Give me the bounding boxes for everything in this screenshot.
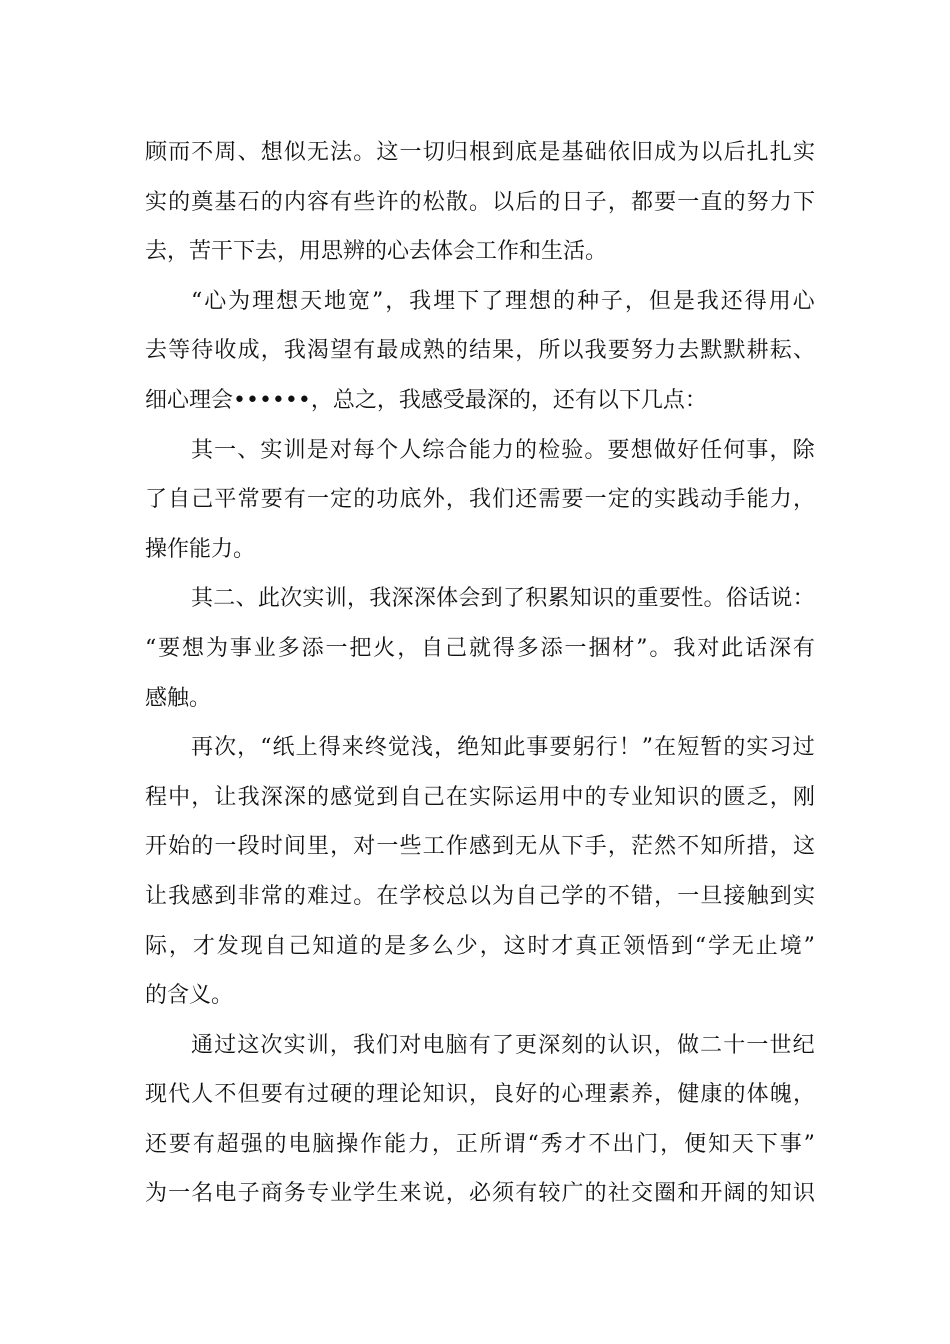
text-line: 再 次 ， “ 纸 上 得 来 终 觉 浅 ， 绝 知 此 事 要 躬 行 ！ ” 在 短 暂 的 实 习 过	[191, 735, 815, 761]
text-line: 实 的 奠 基 石 的 内 容 有 些 许 的 松 散 。 以 后 的 日 子 ， 都 要 一 直 的 努 力 下	[145, 189, 815, 215]
text-line: 际 ， 才 发 现 自 己 知 道 的 是 多 么 少 ， 这 时 才 真 正 领 悟 到 “ 学 无 止 境 ”	[145, 933, 815, 959]
text-line: 去 等 待 收 成 ， 我 渴 望 有 最 成 熟 的 结 果 ， 所 以 我 要 努 力 去 默 默 耕 耘 、	[145, 338, 815, 364]
text-line: 的含义。	[145, 983, 234, 1009]
text-line: 顾 而 不 周 、 想 似 无 法 。 这 一 切 归 根 到 底 是 基 础 依 旧 成 为 以 后 扎 扎 实	[145, 140, 815, 165]
text-line: 还 要 有 超 强 的 电 脑 操 作 能 力 ， 正 所 谓 “ 秀 才 不 出 门 ， 便 知 天 下 事 ”	[145, 1131, 815, 1157]
text-line: 其 二 、 此 次 实 训 ， 我 深 深 体 会 到 了 积 累 知 识 的 重 要 性 。 俗 话 说 ：	[191, 586, 815, 612]
text-line: 细心理会••••••，总之，我感受最深的，还有以下几点：	[145, 387, 707, 413]
text-line: 现 代 人 不 但 要 有 过 硬 的 理 论 知 识 ， 良 好 的 心 理 素 养 ， 健 康 的 体 魄 ，	[145, 1082, 815, 1108]
text-line: 了 自 己 平 常 要 有 一 定 的 功 底 外 ， 我 们 还 需 要 一 定 的 实 践 动 手 能 力 ，	[145, 487, 815, 513]
text-line: 让 我 感 到 非 常 的 难 过 。 在 学 校 总 以 为 自 己 学 的 不 错 ， 一 旦 接 触 到 实	[145, 883, 815, 909]
text-line: 操作能力。	[145, 536, 256, 562]
text-line: 开 始 的 一 段 时 间 里 ， 对 一 些 工 作 感 到 无 从 下 手 ， 茫 然 不 知 所 措 ， 这	[145, 834, 815, 860]
text-line: 程 中 ， 让 我 深 深 的 感 觉 到 自 己 在 实 际 运 用 中 的 专 业 知 识 的 匮 乏 ， 刚	[145, 784, 815, 810]
text-line: “ 心 为 理 想 天 地 宽 ” ， 我 埋 下 了 理 想 的 种 子 ， 但 是 我 还 得 用 心	[191, 288, 815, 314]
text-line: 通 过 这 次 实 训 ， 我 们 对 电 脑 有 了 更 深 刻 的 认 识 ， 做 二 十 一 世 纪	[191, 1032, 815, 1058]
text-line: 为 一 名 电 子 商 务 专 业 学 生 来 说 ， 必 须 有 较 广 的 社 交 圈 和 开 阔 的 知 识	[145, 1181, 815, 1207]
text-line: “ 要 想 为 事 业 多 添 一 把 火 ， 自 己 就 得 多 添 一 捆 材 ” 。 我 对 此 话 深 有	[145, 635, 815, 661]
text-line: 其 一 、 实 训 是 对 每 个 人 综 合 能 力 的 检 验 。 要 想 做 好 任 何 事 ， 除	[191, 437, 815, 463]
document-body	[145, 128, 815, 1219]
text-line: 去，苦干下去，用思辨的心去体会工作和生活。	[145, 239, 608, 265]
text-line: 感触。	[145, 685, 212, 711]
